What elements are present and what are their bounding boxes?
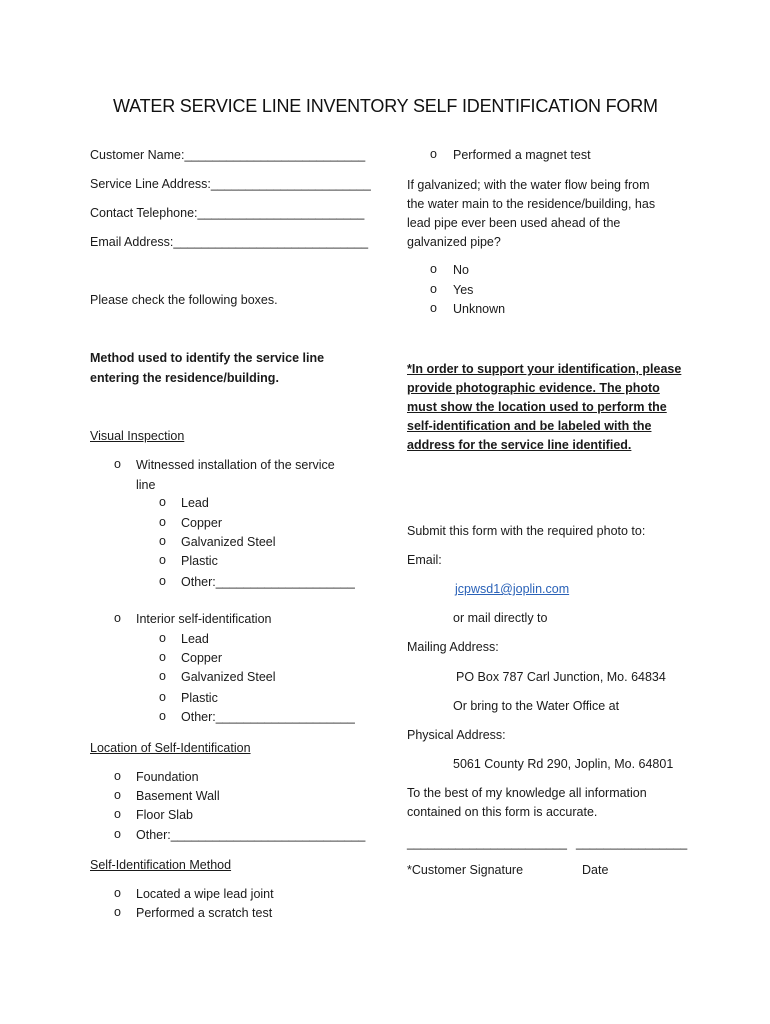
witnessed-option-other[interactable]: Other:____________________ <box>181 575 355 589</box>
interior-self-identification: Interior self-identification <box>136 612 272 626</box>
checkbox-bullet[interactable]: o <box>114 905 121 919</box>
certify-line2: contained on this form is accurate. <box>407 805 598 819</box>
self-method-heading: Self-Identification Method <box>90 858 232 872</box>
location-option-foundation: Foundation <box>136 770 199 784</box>
checkbox-bullet[interactable]: o <box>159 495 166 509</box>
service-address-field[interactable]: Service Line Address:_______________________ <box>90 177 371 191</box>
checkbox-bullet[interactable]: o <box>159 669 166 683</box>
page-title: WATER SERVICE LINE INVENTORY SELF IDENTIFICATION FORM <box>113 96 658 116</box>
checkbox-bullet[interactable]: o <box>114 769 121 783</box>
mailing-address: PO Box 787 Carl Junction, Mo. 64834 <box>456 670 666 684</box>
witnessed-installation-line2: line <box>136 478 156 492</box>
checkbox-bullet[interactable]: o <box>430 262 437 276</box>
galvanized-question-line3: lead pipe ever been used ahead of the <box>407 216 621 230</box>
checkbox-bullet[interactable]: o <box>159 574 166 588</box>
mailing-address-label: Mailing Address: <box>407 640 499 654</box>
location-option-other[interactable]: Other:____________________________ <box>136 828 366 842</box>
interior-option-plastic: Plastic <box>181 691 218 705</box>
photo-note-line5: address for the service line identified. <box>407 438 632 452</box>
method-heading-line2: entering the residence/building. <box>90 371 279 385</box>
checkbox-bullet[interactable]: o <box>159 515 166 529</box>
email-address-field[interactable]: Email Address:____________________________ <box>90 235 369 249</box>
interior-option-lead: Lead <box>181 632 209 646</box>
instructions-text: Please check the following boxes. <box>90 293 278 307</box>
photo-note-line3: must show the location used to perform the <box>407 400 667 414</box>
submit-intro: Submit this form with the required photo to: <box>407 524 646 538</box>
witnessed-option-galvanized: Galvanized Steel <box>181 535 276 549</box>
witnessed-option-copper: Copper <box>181 516 222 530</box>
galvanized-question-line2: the water main to the residence/building, has <box>407 197 656 211</box>
customer-name-field[interactable]: Customer Name:__________________________ <box>90 148 366 162</box>
email-label: Email: <box>407 553 442 567</box>
signature-label: *Customer Signature <box>407 863 524 877</box>
checkbox-bullet[interactable]: o <box>114 457 121 471</box>
email-link[interactable]: jcpwsd1@joplin.com <box>455 582 570 596</box>
checkbox-bullet[interactable]: o <box>430 282 437 296</box>
physical-address: 5061 County Rd 290, Joplin, Mo. 64801 <box>453 757 674 771</box>
galvanized-option-unknown: Unknown <box>453 302 506 316</box>
witnessed-installation-line1: Witnessed installation of the service <box>136 458 335 472</box>
checkbox-bullet[interactable]: o <box>159 650 166 664</box>
physical-address-label: Physical Address: <box>407 728 506 742</box>
method-option-magnet-test: Performed a magnet test <box>453 148 591 162</box>
mail-directly-text: or mail directly to <box>453 611 548 625</box>
visual-inspection-heading: Visual Inspection <box>90 429 185 443</box>
photo-note-line4: self-identification and be labeled with the <box>407 419 652 433</box>
checkbox-bullet[interactable]: o <box>114 611 121 625</box>
witnessed-option-lead: Lead <box>181 496 209 510</box>
checkbox-bullet[interactable]: o <box>159 534 166 548</box>
signature-field[interactable]: _______________________ <box>407 836 567 850</box>
checkbox-bullet[interactable]: o <box>159 709 166 723</box>
checkbox-bullet[interactable]: o <box>114 827 121 841</box>
location-option-basement-wall: Basement Wall <box>136 789 220 803</box>
method-heading-line1: Method used to identify the service line <box>90 351 325 365</box>
checkbox-bullet[interactable]: o <box>159 553 166 567</box>
checkbox-bullet[interactable]: o <box>114 807 121 821</box>
certify-line1: To the best of my knowledge all information <box>407 786 647 800</box>
checkbox-bullet[interactable]: o <box>114 886 121 900</box>
galvanized-question-line1: If galvanized; with the water flow being from <box>407 178 650 192</box>
photo-note-line1: *In order to support your identification, please <box>407 362 682 376</box>
method-option-wipe-lead-joint: Located a wipe lead joint <box>136 887 274 901</box>
witnessed-option-plastic: Plastic <box>181 554 218 568</box>
date-label: Date <box>582 863 609 877</box>
galvanized-option-yes: Yes <box>453 283 474 297</box>
date-field[interactable]: ________________ <box>576 836 688 850</box>
checkbox-bullet[interactable]: o <box>430 147 437 161</box>
photo-note-line2: provide photographic evidence. The photo <box>407 381 660 395</box>
checkbox-bullet[interactable]: o <box>159 631 166 645</box>
checkbox-bullet[interactable]: o <box>430 301 437 315</box>
checkbox-bullet[interactable]: o <box>159 690 166 704</box>
location-option-floor-slab: Floor Slab <box>136 808 193 822</box>
bring-to-office-text: Or bring to the Water Office at <box>453 699 620 713</box>
checkbox-bullet[interactable]: o <box>114 788 121 802</box>
interior-option-galvanized: Galvanized Steel <box>181 670 276 684</box>
galvanized-question-line4: galvanized pipe? <box>407 235 501 249</box>
contact-telephone-field[interactable]: Contact Telephone:________________________ <box>90 206 365 220</box>
galvanized-option-no: No <box>453 263 469 277</box>
interior-option-other[interactable]: Other:____________________ <box>181 710 355 724</box>
interior-option-copper: Copper <box>181 651 222 665</box>
location-heading: Location of Self-Identification <box>90 741 251 755</box>
method-option-scratch-test: Performed a scratch test <box>136 906 273 920</box>
